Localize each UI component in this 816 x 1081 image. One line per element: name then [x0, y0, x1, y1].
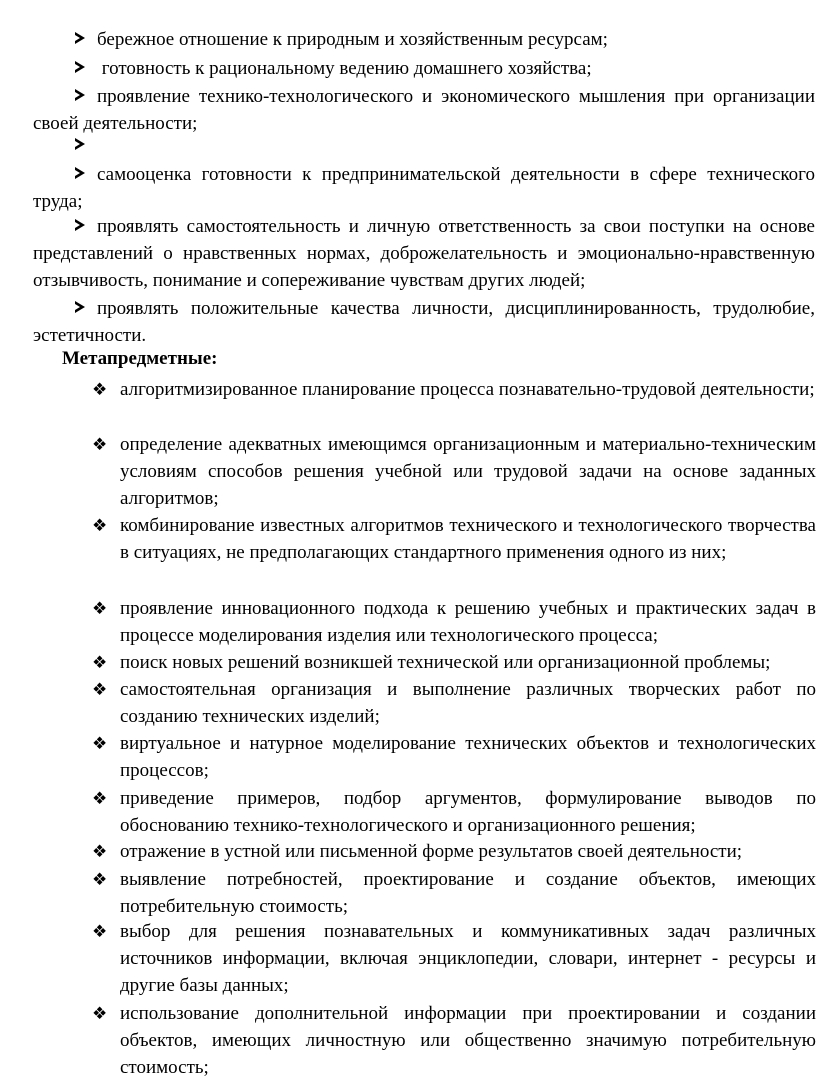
meta-item-text: самостоятельная организация и выполнение различных творческих работ по созданию технических изделий;: [120, 679, 816, 727]
four-diamond-bullet-icon: ❖: [92, 653, 108, 672]
personal-item: [33, 26, 815, 53]
arrow-bullet-icon: [75, 295, 97, 322]
meta-item: [92, 649, 816, 676]
meta-item: [92, 838, 816, 865]
arrow-bullet-icon: [75, 161, 97, 188]
meta-item: [92, 512, 816, 566]
personal-item-empty: [33, 132, 815, 159]
meta-item-text: выбор для решения познавательных и коммуникативных задач различных источников информации, включая энциклопедии, словари, интернет - ресурсы и другие базы данных;: [120, 921, 816, 996]
meta-item-text: определение адекватных имеющимся организационным и материально-техническим условиям способов решения учебной или трудовой задачи на основе заданных алгоритмов;: [120, 434, 816, 509]
four-diamond-bullet-icon: ❖: [92, 734, 108, 753]
four-diamond-bullet-icon: ❖: [92, 599, 108, 618]
meta-item: [92, 918, 816, 999]
arrow-bullet-icon: [75, 213, 97, 240]
personal-item-text: самооценка готовности к предпринимательской деятельности в сфере технического труда;: [33, 164, 815, 212]
meta-item: [92, 730, 816, 784]
personal-item: [33, 161, 815, 215]
arrow-bullet-icon: [75, 83, 97, 110]
personal-item: [33, 213, 815, 294]
four-diamond-bullet-icon: ❖: [92, 1004, 108, 1023]
personal-item-text: проявление технико-технологического и экономического мышления при организации своей деятельности;: [33, 86, 815, 134]
personal-item: [33, 55, 815, 82]
meta-item: [92, 595, 816, 649]
arrow-bullet-icon: [75, 26, 97, 53]
meta-item-text: выявление потребностей, проектирование и создание объектов, имеющих потребительную стоимость;: [120, 869, 816, 917]
meta-item-text: поиск новых решений возникшей технической или организационной проблемы;: [120, 652, 771, 673]
arrow-bullet-icon: [75, 132, 97, 159]
personal-item: [33, 295, 815, 349]
meta-item-text: виртуальное и натурное моделирование технических объектов и технологических процессов;: [120, 733, 816, 781]
meta-item: [92, 785, 816, 839]
four-diamond-bullet-icon: ❖: [92, 789, 108, 808]
four-diamond-bullet-icon: ❖: [92, 380, 108, 399]
arrow-bullet-icon: [75, 55, 97, 82]
four-diamond-bullet-icon: ❖: [92, 435, 108, 454]
four-diamond-bullet-icon: ❖: [92, 516, 108, 535]
four-diamond-bullet-icon: ❖: [92, 842, 108, 861]
meta-item-text: использование дополнительной информации при проектировании и создании объектов, имеющих личностную или общественно значимую потребительную стоимость;: [120, 1003, 816, 1078]
meta-item: [92, 676, 816, 730]
meta-item: [92, 866, 816, 920]
meta-item: [92, 1000, 816, 1081]
personal-item-text: проявлять положительные качества личности, дисциплинированность, трудолюбие, эстетичности.: [33, 298, 815, 346]
meta-item-text: отражение в устной или письменной форме результатов своей деятельности;: [120, 841, 743, 862]
four-diamond-bullet-icon: ❖: [92, 870, 108, 889]
meta-item: [92, 376, 816, 403]
four-diamond-bullet-icon: ❖: [92, 922, 108, 941]
personal-item: [33, 83, 815, 137]
personal-item-text: проявлять самостоятельность и личную ответственность за свои поступки на основе представлений о нравственных нормах, доброжелательность и эмоционально-нравственную отзывчивость, понимание и сопереживание чувствам других людей;: [33, 216, 815, 291]
meta-item-text: проявление инновационного подхода к решению учебных и практических задач в процессе моделирования изделия или технологического процесса;: [120, 598, 816, 646]
meta-item-text: приведение примеров, подбор аргументов, формулирование выводов по обоснованию технико-технологического и организационного решения;: [120, 788, 816, 836]
personal-item-text: бережное отношение к природным и хозяйственным ресурсам;: [97, 29, 608, 50]
meta-item-text: алгоритмизированное планирование процесса познавательно-трудовой деятельности;: [120, 379, 815, 400]
four-diamond-bullet-icon: ❖: [92, 680, 108, 699]
meta-item-text: комбинирование известных алгоритмов технического и технологического творчества в ситуациях, не предполагающих стандартного применения одного из них;: [120, 515, 816, 563]
meta-heading: Метапредметные:: [62, 348, 218, 369]
personal-item-text: готовность к рациональному ведению домашнего хозяйства;: [97, 58, 592, 79]
meta-item: [92, 431, 816, 512]
